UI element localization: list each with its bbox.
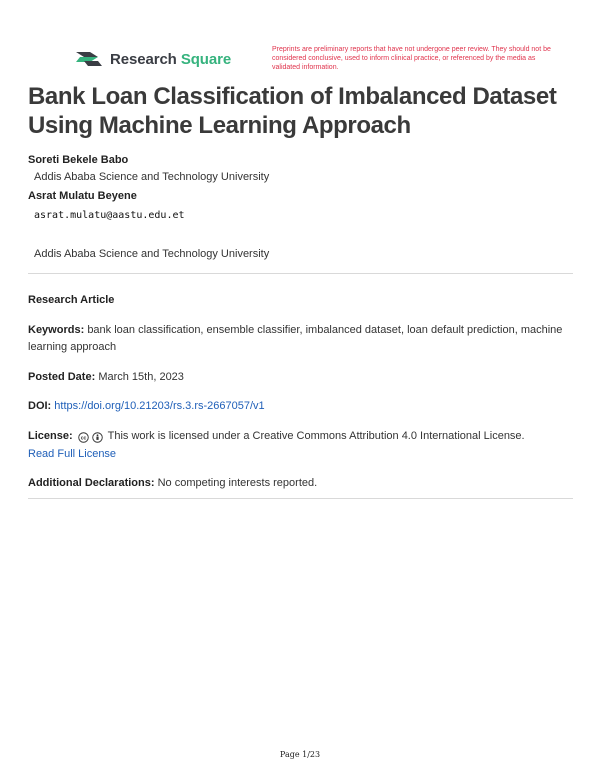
research-square-logo: [74, 48, 231, 70]
keywords-row: [28, 322, 573, 356]
creative-commons-icons: [78, 429, 103, 446]
declarations-label: Additional Declarations:: [28, 477, 155, 489]
cc-icon: [78, 432, 89, 443]
preprint-disclaimer: Preprints are preliminary reports that have not undergone peer review. They should not be considered conclusive, used to inform clinical practice, or referenced by the media as validated information.: [272, 46, 551, 71]
license-row: [28, 428, 573, 463]
doi-link[interactable]: https://doi.org/10.21203/rs.3.rs-2667057/v1: [54, 400, 265, 412]
author-name: Asrat Mulatu Beyene: [28, 190, 137, 202]
brand-name-part2: Square: [180, 50, 232, 68]
posted-date-label: Posted Date:: [28, 371, 96, 383]
license-label: License:: [28, 430, 73, 442]
research-square-logo-icon: [74, 48, 104, 70]
article-type: [28, 292, 573, 309]
doi-row: [28, 398, 573, 415]
svg-text:cc: cc: [80, 435, 87, 442]
article-type-value: Research Article: [28, 294, 115, 306]
posted-date-row: [28, 369, 573, 386]
posted-date-value: March 15th, 2023: [98, 371, 184, 383]
page-number: Page 1/23: [279, 750, 321, 759]
section-divider: [28, 498, 573, 499]
author-affiliation: Addis Ababa Science and Technology University: [34, 248, 270, 260]
brand-name: [110, 51, 231, 68]
author-email[interactable]: asrat.mulatu@aastu.edu.et: [34, 210, 185, 221]
declarations-row: [28, 475, 573, 492]
author-name: Soreti Bekele Babo: [28, 154, 129, 166]
declarations-value: No competing interests reported.: [157, 477, 318, 489]
paper-title: Bank Loan Classification of Imbalanced Dataset Using Machine Learning Approach: [28, 83, 557, 139]
section-divider: [28, 273, 573, 274]
doi-label: DOI:: [28, 400, 52, 412]
read-full-license-link[interactable]: Read Full License: [28, 448, 117, 460]
attribution-icon: [92, 432, 103, 443]
license-text: This work is licensed under a Creative Commons Attribution 4.0 International License.: [107, 430, 525, 442]
keywords-label: Keywords:: [28, 324, 85, 336]
author-affiliation: Addis Ababa Science and Technology University: [34, 171, 270, 183]
keywords-value: bank loan classification, ensemble classifier, imbalanced dataset, loan default prediction, machine learning approach: [28, 324, 563, 353]
brand-name-part1: Research: [110, 50, 177, 68]
